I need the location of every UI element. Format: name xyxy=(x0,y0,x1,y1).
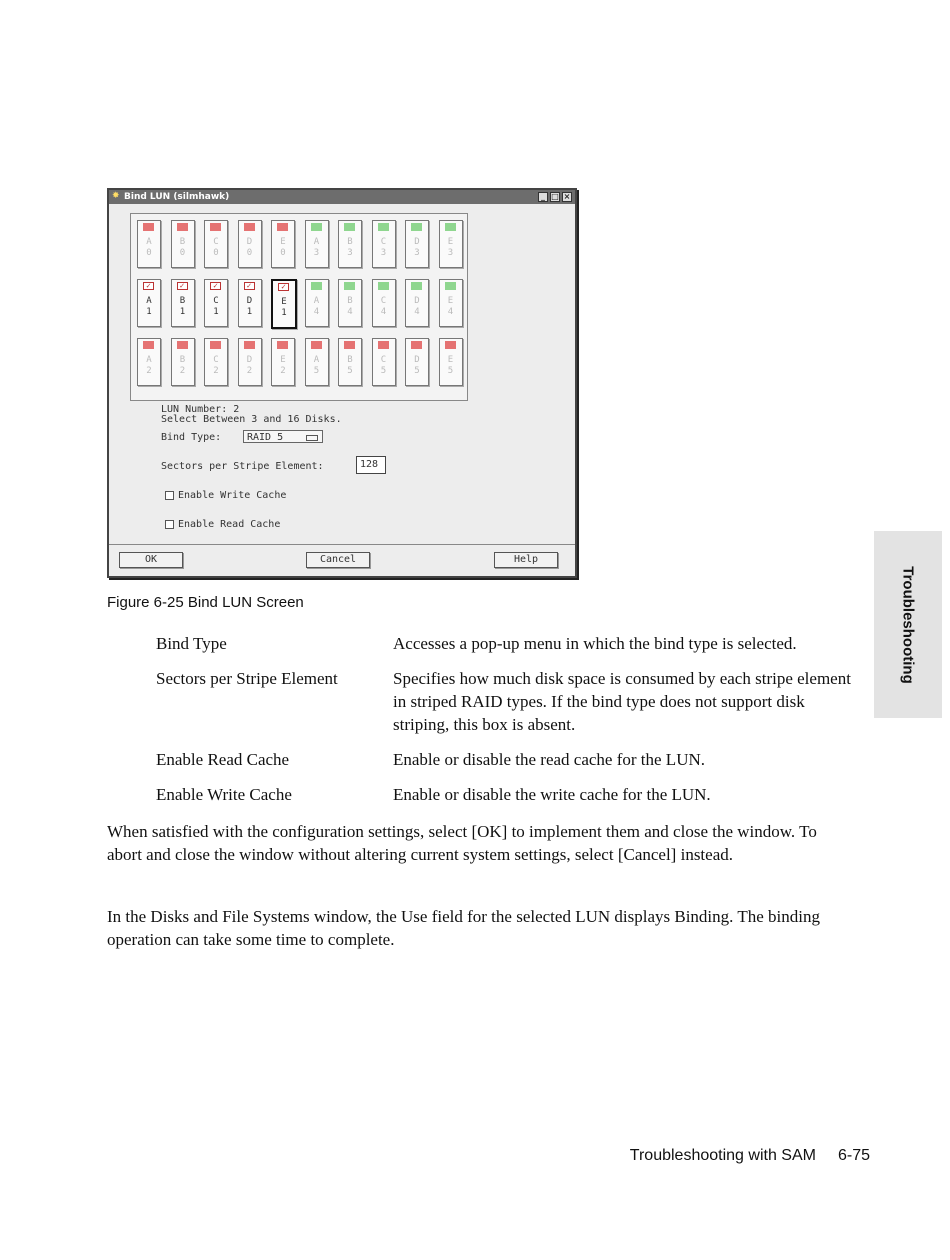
disk-grid xyxy=(130,213,468,401)
button-separator xyxy=(109,544,575,545)
disk-number: 5 xyxy=(414,366,420,376)
disk-number: 0 xyxy=(213,248,219,258)
sectors-label: Sectors per Stripe Element: xyxy=(161,461,324,472)
disk-label xyxy=(406,296,428,318)
disk-label xyxy=(205,355,227,377)
disk-number: 5 xyxy=(380,366,387,376)
disk-letter: D xyxy=(246,237,253,247)
disk-letter: B xyxy=(179,296,186,306)
disk-label xyxy=(172,237,194,259)
disk-letter: C xyxy=(380,355,387,365)
disk-slot[interactable] xyxy=(405,338,429,386)
disk-number: 2 xyxy=(280,366,286,376)
disk-number: 1 xyxy=(179,307,186,317)
disk-slot[interactable] xyxy=(405,220,429,268)
status-led-icon xyxy=(210,223,221,231)
disk-label xyxy=(272,237,294,259)
disk-letter: B xyxy=(347,355,353,365)
disk-label xyxy=(306,296,328,318)
cancel-button[interactable]: Cancel xyxy=(306,552,370,568)
status-led-icon xyxy=(311,282,322,290)
disk-label xyxy=(440,296,462,318)
disk-letter: C xyxy=(380,296,387,306)
disk-letter: E xyxy=(281,297,287,307)
disk-slot[interactable] xyxy=(137,279,161,327)
disk-label xyxy=(172,355,194,377)
disk-number: 1 xyxy=(246,307,253,317)
disk-letter: C xyxy=(380,237,387,247)
disk-slot[interactable] xyxy=(137,338,161,386)
side-tab-label: Troubleshooting xyxy=(899,565,917,684)
disk-slot[interactable] xyxy=(305,279,329,327)
status-led-icon xyxy=(411,282,422,290)
disk-letter: E xyxy=(447,237,454,247)
disk-letter: E xyxy=(447,296,454,306)
disk-number: 5 xyxy=(447,366,454,376)
disk-label xyxy=(172,296,194,318)
disk-slot[interactable] xyxy=(439,220,463,268)
disk-label xyxy=(440,355,462,377)
disk-number: 3 xyxy=(380,248,387,258)
disk-label xyxy=(205,237,227,259)
disk-number: 3 xyxy=(447,248,454,258)
disk-letter: D xyxy=(414,237,420,247)
disk-number: 3 xyxy=(347,248,353,258)
status-led-icon xyxy=(344,341,355,349)
checkmark-icon: ✓ xyxy=(244,282,255,290)
disk-number: 0 xyxy=(280,248,286,258)
disk-slot[interactable] xyxy=(204,279,228,327)
disk-number: 4 xyxy=(313,307,320,317)
read-cache-label: Enable Read Cache xyxy=(178,519,281,530)
checkmark-icon: ✓ xyxy=(210,282,221,290)
status-led-icon xyxy=(378,341,389,349)
status-led-icon xyxy=(210,341,221,349)
disk-number: 2 xyxy=(246,366,253,376)
disk-letter: B xyxy=(347,296,353,306)
disk-number: 5 xyxy=(347,366,353,376)
status-led-icon xyxy=(445,223,456,231)
disk-number: 2 xyxy=(179,366,186,376)
status-led-icon xyxy=(177,341,188,349)
side-tab xyxy=(874,531,942,718)
status-led-icon xyxy=(411,341,422,349)
disk-slot[interactable] xyxy=(171,220,195,268)
status-led-icon xyxy=(277,341,288,349)
disk-slot[interactable] xyxy=(204,220,228,268)
status-led-icon xyxy=(445,341,456,349)
disk-letter: B xyxy=(347,237,353,247)
disk-label xyxy=(272,355,294,377)
definition-row xyxy=(156,783,856,806)
bind-type-label: Bind Type: xyxy=(161,432,222,443)
disk-letter: A xyxy=(146,237,152,247)
disk-letter: E xyxy=(447,355,454,365)
definition-term: Sectors per Stripe Element xyxy=(156,669,338,688)
disk-slot[interactable] xyxy=(372,338,396,386)
disk-label xyxy=(373,296,395,318)
disk-label xyxy=(239,355,261,377)
disk-slot[interactable] xyxy=(271,279,297,329)
definition-desc: Enable or disable the read cache for the LUN. xyxy=(393,750,705,769)
disk-slot[interactable] xyxy=(171,338,195,386)
disk-label xyxy=(406,355,428,377)
dropdown-icon xyxy=(306,435,318,441)
disk-letter: B xyxy=(179,355,186,365)
read-cache-checkbox[interactable] xyxy=(165,519,280,530)
status-led-icon xyxy=(311,341,322,349)
disk-number: 3 xyxy=(414,248,420,258)
checkmark-icon: ✓ xyxy=(278,283,289,291)
disk-slot[interactable] xyxy=(439,338,463,386)
lun-number: LUN Number: 2 xyxy=(161,404,240,415)
definition-row xyxy=(156,632,856,655)
disk-letter: E xyxy=(280,237,286,247)
disk-slot[interactable] xyxy=(238,338,262,386)
disk-label xyxy=(138,237,160,259)
page-footer xyxy=(630,1147,870,1165)
definition-desc: Specifies how much disk space is consumed by each stripe element in striped RAID types. If the bind type does not support disk striping, this box is absent. xyxy=(393,669,851,734)
window-title: Bind LUN (silmhawk) xyxy=(124,192,230,202)
disk-letter: D xyxy=(246,296,253,306)
disk-slot[interactable] xyxy=(204,338,228,386)
bind-lun-window xyxy=(107,188,577,578)
app-icon xyxy=(112,193,121,202)
disk-number: 3 xyxy=(313,248,320,258)
disk-label xyxy=(138,355,160,377)
disk-number: 4 xyxy=(414,307,420,317)
disk-slot[interactable] xyxy=(372,279,396,327)
paragraph-ok-cancel: When satisfied with the configuration settings, select [OK] to implement them and close the window. To abort and close the window without altering current system settings, select [Cancel] instead. xyxy=(107,822,817,864)
disk-slot[interactable] xyxy=(238,279,262,327)
disk-label xyxy=(440,237,462,259)
disk-slot[interactable] xyxy=(372,220,396,268)
figure-caption: Figure 6-25 Bind LUN Screen xyxy=(107,594,304,611)
disk-label xyxy=(273,297,295,319)
disk-slot[interactable] xyxy=(137,220,161,268)
disk-letter: D xyxy=(246,355,253,365)
disk-slot[interactable] xyxy=(271,338,295,386)
definition-desc: Enable or disable the write cache for the LUN. xyxy=(393,785,711,804)
disk-number: 2 xyxy=(146,366,152,376)
disk-letter: B xyxy=(179,237,186,247)
footer-section: Troubleshooting with SAM xyxy=(629,1147,816,1164)
disk-number: 0 xyxy=(246,248,253,258)
disk-label xyxy=(373,237,395,259)
write-cache-label: Enable Write Cache xyxy=(178,490,287,501)
bind-type-select[interactable] xyxy=(243,430,323,443)
disk-letter: A xyxy=(146,355,152,365)
disk-number: 0 xyxy=(146,248,152,258)
disk-slot[interactable] xyxy=(439,279,463,327)
disk-letter: E xyxy=(280,355,286,365)
disk-label xyxy=(406,237,428,259)
window-titlebar[interactable] xyxy=(109,190,575,204)
checkmark-icon: ✓ xyxy=(143,282,154,290)
write-cache-checkbox[interactable] xyxy=(165,490,286,501)
status-led-icon xyxy=(378,282,389,290)
status-led-icon xyxy=(445,282,456,290)
disk-slot[interactable] xyxy=(305,338,329,386)
disk-slot[interactable] xyxy=(338,338,362,386)
definition-term: Enable Read Cache xyxy=(156,750,290,769)
maximize-icon[interactable]: □ xyxy=(551,192,559,201)
paragraph-binding: In the Disks and File Systems window, the Use field for the selected LUN displays Binding. The binding operation can take some time to complete. xyxy=(107,907,820,949)
status-led-icon xyxy=(143,341,154,349)
disk-letter: D xyxy=(414,355,420,365)
disk-label xyxy=(339,296,361,318)
status-led-icon xyxy=(244,341,255,349)
checkbox-icon xyxy=(165,491,174,500)
disk-slot[interactable] xyxy=(405,279,429,327)
status-led-icon xyxy=(244,223,255,231)
disk-slot[interactable] xyxy=(171,279,195,327)
status-led-icon xyxy=(411,223,422,231)
disk-label xyxy=(239,237,261,259)
disk-number: 1 xyxy=(281,308,287,318)
disk-slot[interactable] xyxy=(271,220,295,268)
definition-row xyxy=(156,748,856,771)
disk-letter: C xyxy=(213,237,219,247)
disk-label xyxy=(339,237,361,259)
disk-letter: A xyxy=(313,296,320,306)
disk-number: 0 xyxy=(179,248,186,258)
disk-number: 4 xyxy=(347,307,353,317)
disk-number: 5 xyxy=(313,366,320,376)
disk-label xyxy=(138,296,160,318)
checkbox-icon xyxy=(165,520,174,529)
disk-number: 1 xyxy=(213,307,219,317)
disk-slot[interactable] xyxy=(238,220,262,268)
minimize-icon[interactable]: _ xyxy=(538,192,548,202)
disk-label xyxy=(239,296,261,318)
disk-number: 2 xyxy=(213,366,219,376)
definition-row xyxy=(156,667,856,736)
disk-letter: A xyxy=(313,355,320,365)
page-number: 6-75 xyxy=(837,1147,870,1164)
status-led-icon xyxy=(143,223,154,231)
disk-label xyxy=(306,237,328,259)
status-led-icon xyxy=(277,223,288,231)
close-icon[interactable]: × xyxy=(563,192,571,201)
disk-label xyxy=(373,355,395,377)
disk-number: 4 xyxy=(447,307,454,317)
disk-letter: D xyxy=(414,296,420,306)
sectors-field[interactable] xyxy=(356,456,386,474)
definition-list xyxy=(156,632,856,818)
disk-letter: A xyxy=(146,296,152,306)
sectors-value: 128 xyxy=(360,459,379,470)
disk-slot[interactable] xyxy=(338,279,362,327)
disk-label xyxy=(205,296,227,318)
status-led-icon xyxy=(378,223,389,231)
ok-button[interactable]: OK xyxy=(119,552,183,568)
disk-slot[interactable] xyxy=(338,220,362,268)
disk-label xyxy=(306,355,328,377)
select-hint: Select Between 3 and 16 Disks. xyxy=(161,414,342,425)
status-led-icon xyxy=(177,223,188,231)
disk-slot[interactable] xyxy=(305,220,329,268)
disk-letter: C xyxy=(213,355,219,365)
definition-term: Bind Type xyxy=(156,634,227,653)
definition-desc: Accesses a pop-up menu in which the bind type is selected. xyxy=(393,634,797,653)
checkmark-icon: ✓ xyxy=(177,282,188,290)
disk-label xyxy=(339,355,361,377)
definition-term: Enable Write Cache xyxy=(156,785,292,804)
status-led-icon xyxy=(311,223,322,231)
status-led-icon xyxy=(344,282,355,290)
disk-letter: A xyxy=(313,237,320,247)
status-led-icon xyxy=(344,223,355,231)
help-button[interactable]: Help xyxy=(494,552,558,568)
bind-type-value: RAID 5 xyxy=(247,432,284,443)
disk-number: 1 xyxy=(146,307,152,317)
disk-letter: C xyxy=(213,296,219,306)
disk-number: 4 xyxy=(380,307,387,317)
